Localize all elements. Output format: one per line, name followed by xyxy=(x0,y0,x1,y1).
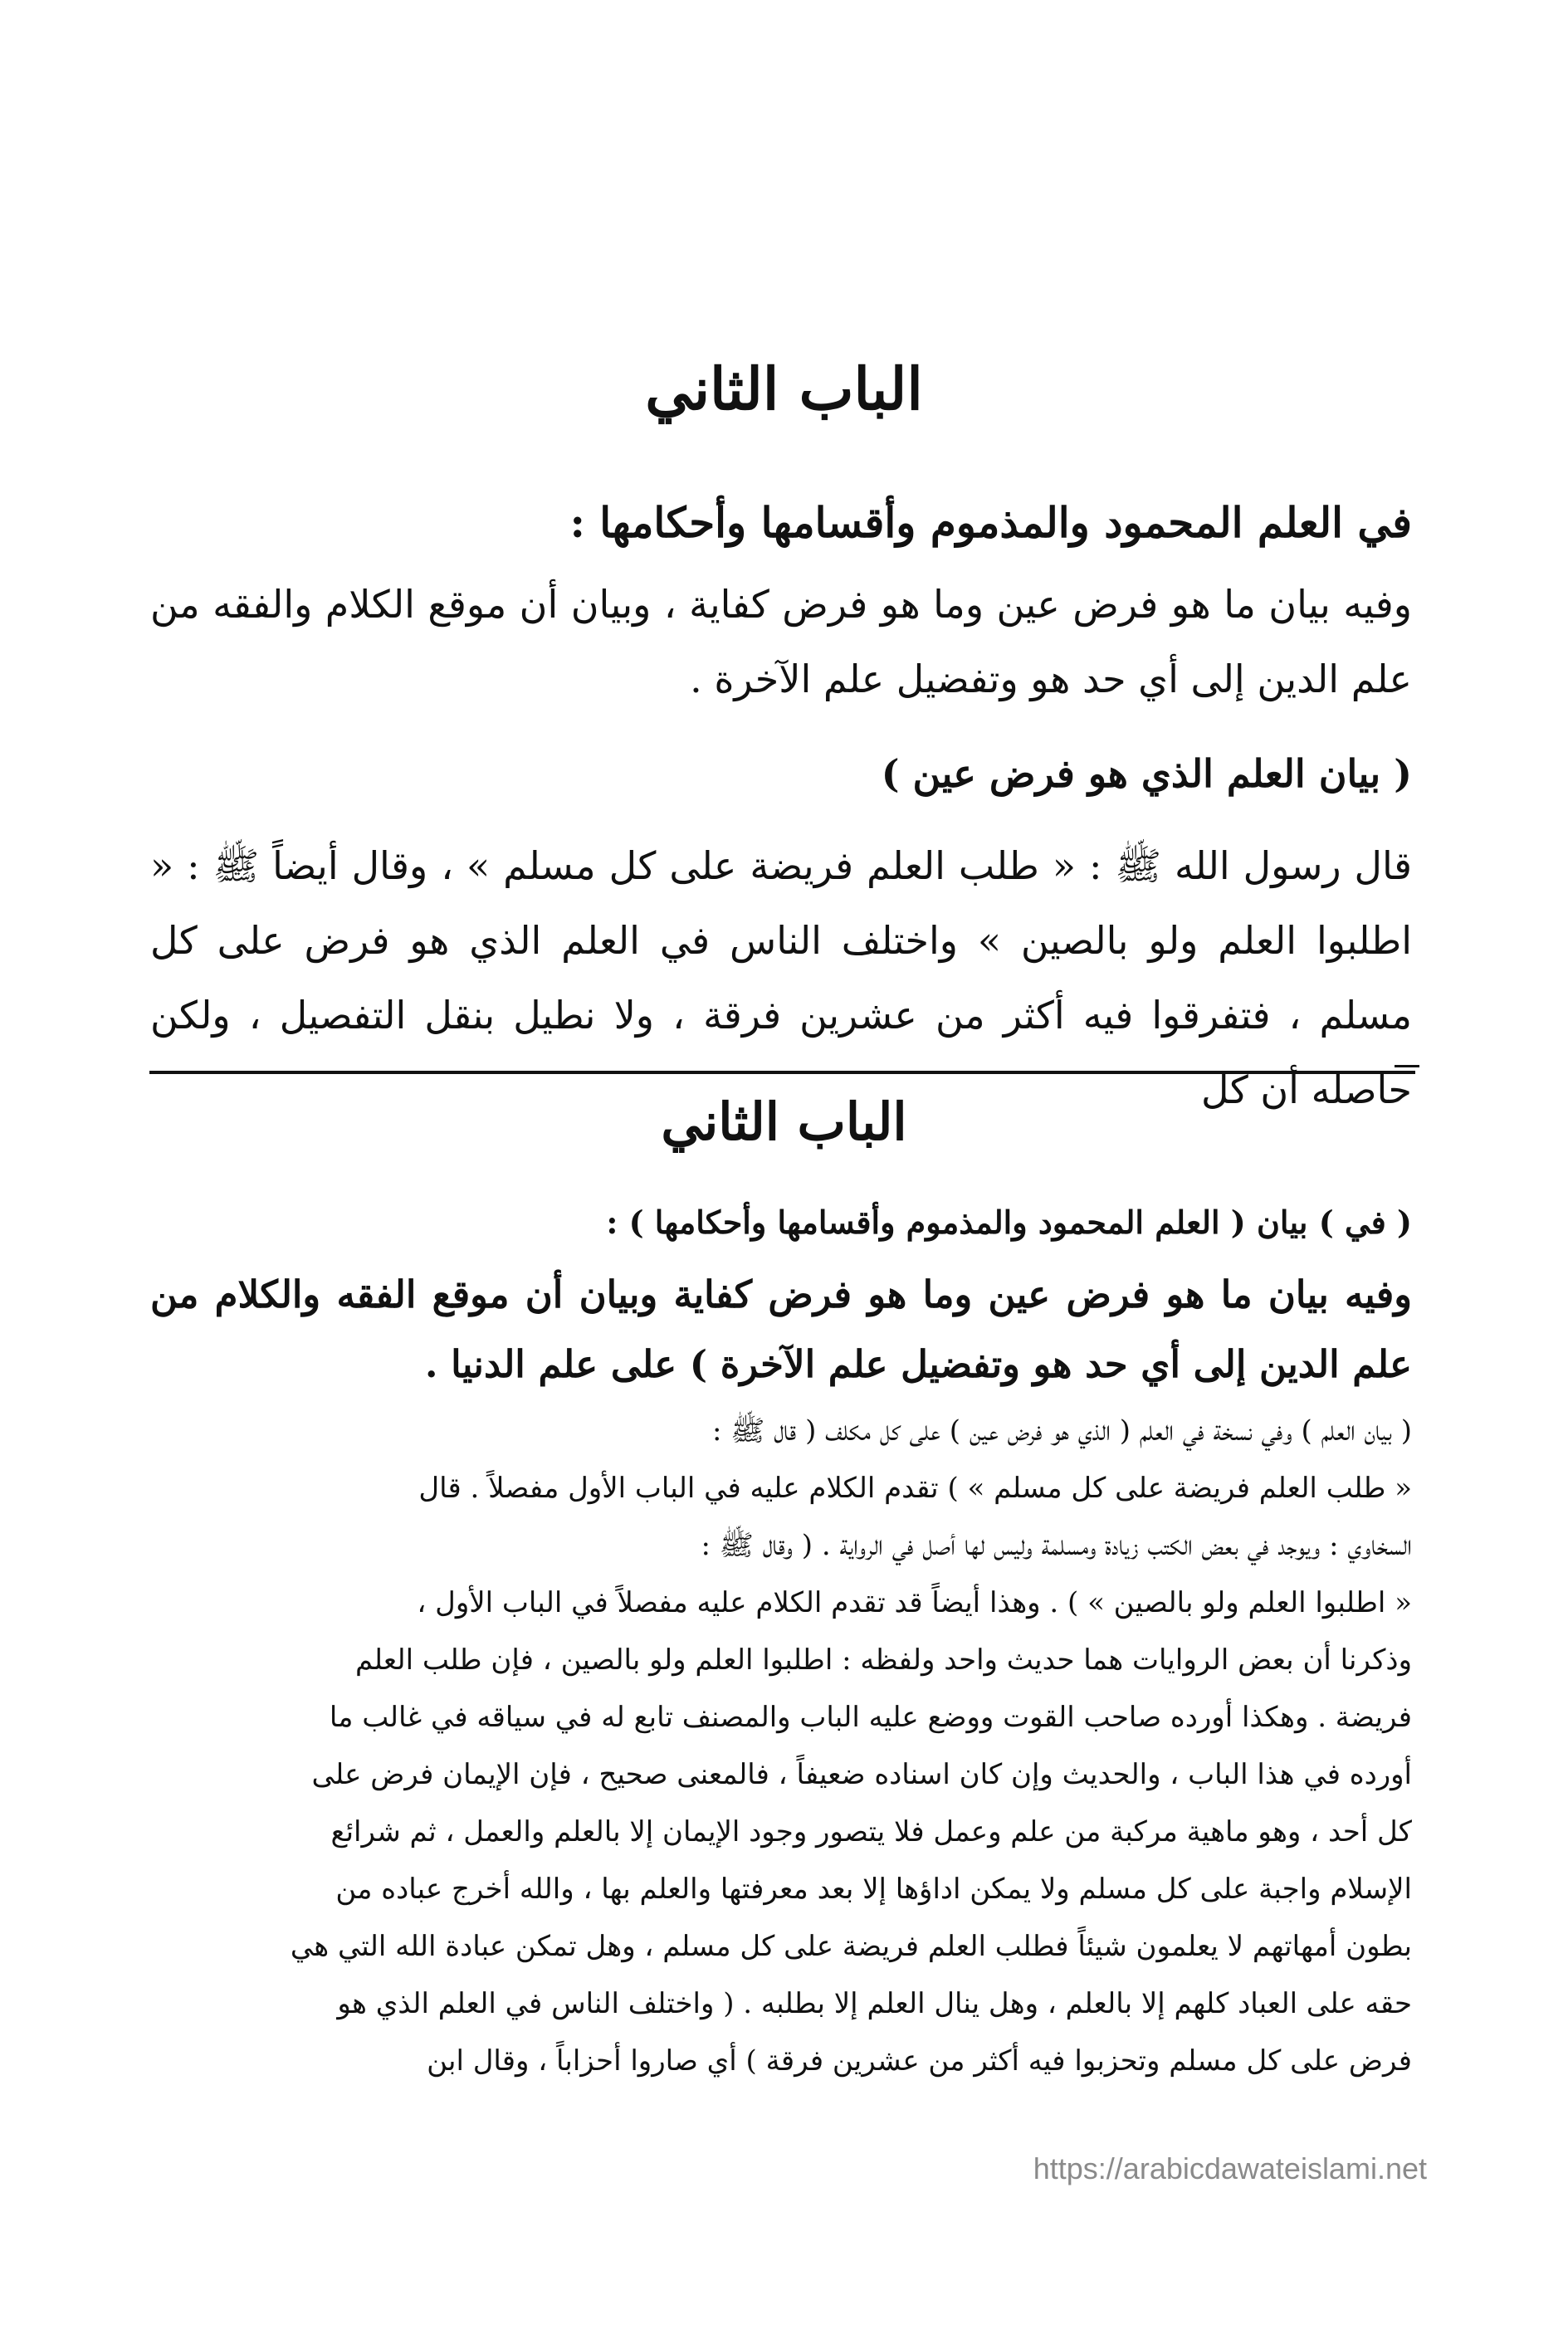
source-watermark: https://arabicdawateislami.net xyxy=(1033,2151,1427,2185)
commentary-line: الإسلام واجبة على كل مسلم ولا يمكن اداؤها إلا بعد معرفتها والعلم بها ، والله أخرج عباده من xyxy=(335,1873,1412,1906)
commentary-title: الباب الثاني xyxy=(661,1091,907,1152)
commentary-line: فريضة . وهكذا أورده صاحب القوت ووضع عليه الباب والمصنف تابع له في سياقه في غالب ما xyxy=(329,1701,1412,1734)
commentary-line: « اطلبوا العلم ولو بالصين » ) . وهذا أيضاً قد تقدم الكلام عليه مفصلاً في الباب الأول ، xyxy=(417,1586,1412,1619)
commentary-heading: ( في ) بيان ( العلم المحمود والمذموم وأقسامها وأحكامها ) : xyxy=(606,1204,1412,1241)
commentary-line: فرض على كل مسلم وتحزبوا فيه أكثر من عشرين فرقة ) أي صاروا أحزاباً ، وقال ابن xyxy=(427,2044,1412,2078)
main-body-paragraph: قال رسول الله ﷺ : « طلب العلم فريضة على كل مسلم » ، وقال أيضاً ﷺ : « اطلبوا العلم ولو بالصين » واختلف الناس في العلم الذي هو فرض على كل مسلم ، فتفرقوا فيه أكثر من عشرين فرقة ، ولا نطيل بنقل التفصيل ، ولكن حاصله أن كل xyxy=(150,843,1412,1112)
commentary-intro-paragraph: وفيه بيان ما هو فرض عين وما هو فرض كفاية وبيان أن موقع الفقه والكلام من علم الدين إلى أي حد هو وتفضيل علم الآخرة ) على علم الدنيا . xyxy=(150,1272,1412,1386)
commentary-line: بطون أمهاتهم لا يعلمون شيئاً فطلب العلم فريضة على كل مسلم ، وهل تمكن عبادة الله التي هي xyxy=(290,1930,1412,1963)
intro-paragraph: وفيه بيان ما هو فرض عين وما هو فرض كفاية ، وبيان أن موقع الكلام والفقه من علم الدين إلى أي حد هو وتفضيل علم الآخرة . xyxy=(150,582,1412,701)
commentary-line: كل أحد ، وهو ماهية مركبة من علم وعمل فلا يتصور وجود الإيمان إلا بالعلم والعمل ، ثم شرائع xyxy=(330,1815,1412,1848)
subheading: ( بيان العلم الذي هو فرض عين ) xyxy=(881,751,1412,796)
chapter-title: الباب الثاني xyxy=(645,354,923,423)
footnote-divider-tick xyxy=(1395,1065,1419,1067)
commentary-line: حقه على العباد كلهم إلا بالعلم ، وهل ينال العلم إلا بطلبه . ( واختلف الناس في العلم الذي هو xyxy=(337,1987,1412,2020)
commentary-line: وذكرنا أن بعض الروايات هما حديث واحد ولفظه : اطلبوا العلم ولو بالصين ، فإن طلب العلم xyxy=(354,1643,1412,1677)
commentary-line: السخاوي : ويوجد في بعض الكتب زيادة ومسلمة وليس لها أصل في الرواية . ( وقال ﷺ : xyxy=(701,1529,1412,1562)
commentary-line: أورده في هذا الباب ، والحديث وإن كان اسناده ضعيفاً ، فالمعنى صحيح ، فإن الإيمان فرض على xyxy=(311,1758,1412,1791)
commentary-line: « طلب العلم فريضة على كل مسلم » ) تقدم الكلام عليه في الباب الأول مفصلاً . قال xyxy=(418,1472,1412,1505)
section-heading: في العلم المحمود والمذموم وأقسامها وأحكامها : xyxy=(569,498,1412,547)
commentary-body xyxy=(150,1403,1412,2090)
commentary-line: ( بيان العلم ) وفي نسخة في العلم ( الذي هو فرض عين ) على كل مكلف ( قال ﷺ : xyxy=(712,1414,1412,1448)
footnote-divider xyxy=(149,1071,1415,1074)
